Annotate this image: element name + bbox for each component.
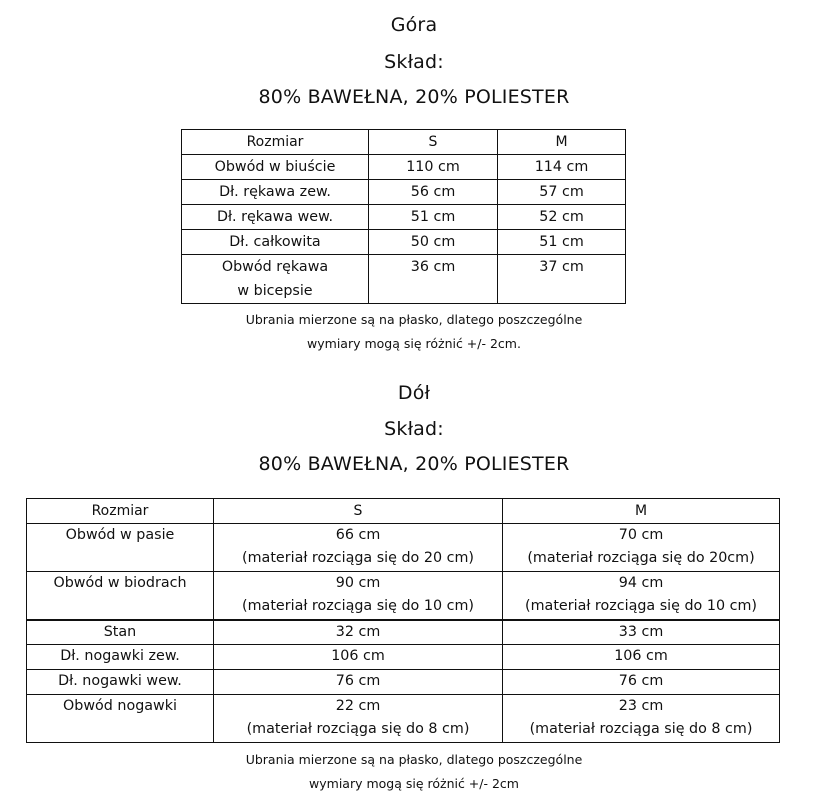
value-s: [214, 572, 503, 620]
value-s: 51 cm: [369, 205, 498, 230]
table-header-row: [27, 499, 780, 524]
header-s: S: [369, 130, 498, 155]
value-s: 50 cm: [369, 230, 498, 255]
value-m: 37 cm: [498, 255, 626, 304]
bottom-note-line2: wymiary mogą się różnić +/- 2cm: [309, 776, 519, 791]
value-s-note: (materiał rozciąga się do 10 cm): [242, 598, 474, 614]
table-row: [27, 695, 780, 743]
value-m-main: 23 cm: [618, 698, 664, 714]
row-label: Obwód w biodrach: [27, 572, 214, 620]
value-m: 33 cm: [503, 620, 780, 645]
header-m: M: [498, 130, 626, 155]
value-m-note: (materiał rozciąga się do 20cm): [527, 550, 755, 566]
header-m: M: [503, 499, 780, 524]
value-s: 76 cm: [214, 670, 503, 695]
value-m-note: (materiał rozciąga się do 10 cm): [525, 598, 757, 614]
value-m: 51 cm: [498, 230, 626, 255]
value-s-main: 22 cm: [335, 698, 381, 714]
row-label-line2: w bicepsie: [237, 283, 313, 299]
header-s: S: [214, 499, 503, 524]
value-m: 106 cm: [503, 645, 780, 670]
value-m: 52 cm: [498, 205, 626, 230]
value-s: 56 cm: [369, 180, 498, 205]
value-s-main: 66 cm: [335, 527, 381, 543]
value-s: 36 cm: [369, 255, 498, 304]
row-label: [182, 255, 369, 304]
row-label: Dł. nogawki wew.: [27, 670, 214, 695]
table-row: [27, 524, 780, 572]
value-m: [503, 524, 780, 572]
header-size: Rozmiar: [27, 499, 214, 524]
top-composition-label: Skład:: [384, 51, 444, 73]
table-row: [27, 572, 780, 620]
table-header-row: [182, 130, 626, 155]
value-s: [214, 524, 503, 572]
table-row: [182, 205, 626, 230]
value-m: [503, 572, 780, 620]
row-label: Stan: [27, 620, 214, 645]
top-title: Góra: [390, 14, 438, 36]
value-m: [503, 695, 780, 743]
row-label: Obwód w pasie: [27, 524, 214, 572]
row-label: Dł. całkowita: [182, 230, 369, 255]
value-m-note: (materiał rozciąga się do 8 cm): [529, 721, 753, 737]
value-s: 106 cm: [214, 645, 503, 670]
row-label: Dł. rękawa wew.: [182, 205, 369, 230]
value-m: 76 cm: [503, 670, 780, 695]
value-s: 32 cm: [214, 620, 503, 645]
table-row: [182, 230, 626, 255]
value-m: 57 cm: [498, 180, 626, 205]
top-composition: 80% BAWEŁNA, 20% POLIESTER: [258, 86, 570, 108]
value-s: [214, 695, 503, 743]
table-row: [27, 670, 780, 695]
bottom-composition: 80% BAWEŁNA, 20% POLIESTER: [258, 453, 570, 475]
value-m-main: 94 cm: [618, 575, 664, 591]
value-s-note: (materiał rozciąga się do 8 cm): [246, 721, 470, 737]
table-row: [27, 620, 780, 645]
table-row: [182, 255, 626, 304]
header-size: Rozmiar: [182, 130, 369, 155]
row-label: Dł. nogawki zew.: [27, 645, 214, 670]
value-s-main: 90 cm: [335, 575, 381, 591]
bottom-title: Dół: [397, 382, 431, 404]
row-label: Obwód w biuście: [182, 155, 369, 180]
table-row: [27, 645, 780, 670]
top-note-line1: Ubrania mierzone są na płasko, dlatego poszczególne: [245, 312, 583, 327]
top-note-line2: wymiary mogą się różnić +/- 2cm.: [307, 336, 521, 351]
bottom-size-table: [26, 498, 780, 743]
value-s: 110 cm: [369, 155, 498, 180]
bottom-composition-label: Skład:: [384, 418, 444, 440]
value-m: 114 cm: [498, 155, 626, 180]
bottom-note-line1: Ubrania mierzone są na płasko, dlatego poszczególne: [245, 752, 583, 767]
table-row: [182, 180, 626, 205]
value-m-main: 70 cm: [618, 527, 664, 543]
top-size-table: [181, 129, 626, 304]
row-label-line1: Obwód rękawa: [221, 259, 329, 275]
row-label: Dł. rękawa zew.: [182, 180, 369, 205]
value-s-note: (materiał rozciąga się do 20 cm): [242, 550, 474, 566]
row-label: Obwód nogawki: [27, 695, 214, 743]
table-row: [182, 155, 626, 180]
